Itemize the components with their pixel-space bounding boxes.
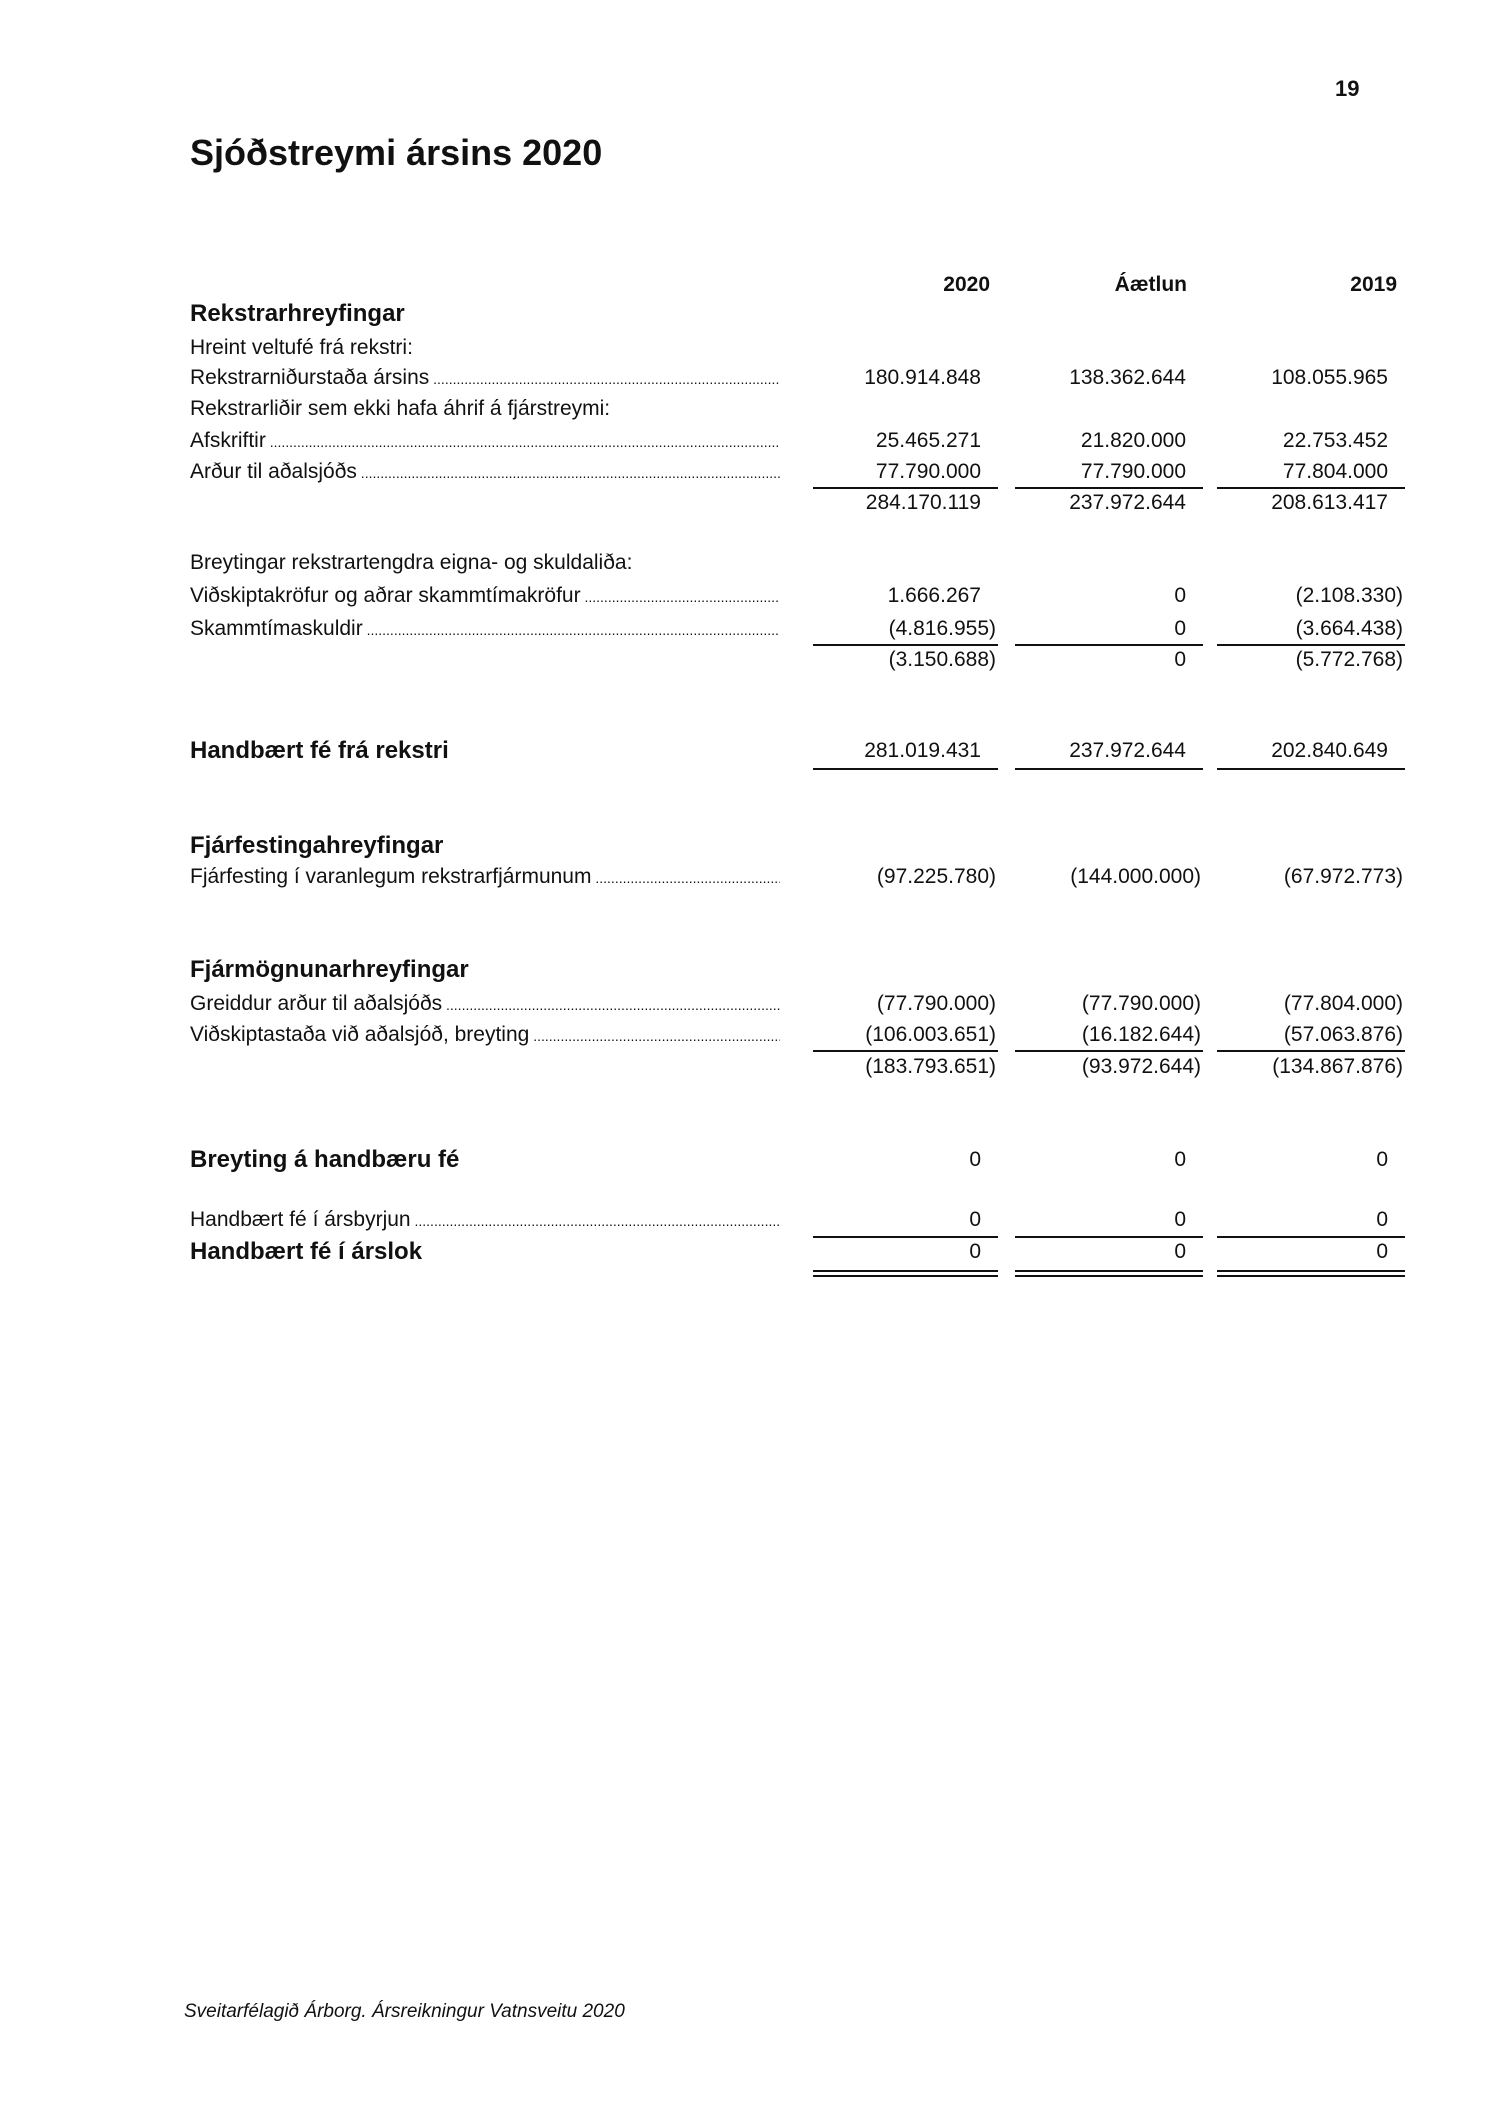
row-label: Breytingar rekstrartengdra eigna- og skuldaliða: [190,551,633,574]
underline-rule [813,1050,998,1052]
cell-value: 21.820.000 [1080,429,1186,452]
underline-rule [1015,1236,1203,1238]
cell-value: 0 [1376,1208,1388,1231]
cell-value: (16.182.644) [1081,1023,1201,1046]
underline-rule [1217,644,1405,646]
cell-value: 281.019.431 [864,739,981,762]
cell-value: (77.790.000) [876,992,996,1015]
row-label: Rekstrarniðurstaða ársins ..... [190,365,780,392]
section-heading: Rekstrarhreyfingar [190,300,405,327]
cell-value: 1.666.267 [887,584,981,607]
cell-value: (2.108.330) [1295,584,1403,607]
cell-value: (5.772.768) [1295,648,1403,671]
underline-rule [1217,1236,1405,1238]
underline-rule [1015,1270,1203,1272]
cell-value: 237.972.644 [1069,491,1186,514]
row-label: Rekstrarliðir sem ekki hafa áhrif á fjárstreymi: [190,397,611,420]
underline-rule [1015,1275,1203,1277]
cell-value: (93.972.644) [1081,1055,1201,1078]
row-label: Handbært fé í ársbyrjun ..... [190,1207,780,1234]
cell-value: 77.790.000 [875,460,981,483]
section-heading: Fjárfestingahreyfingar [190,832,444,859]
row-label: Afskriftir ..... [190,428,780,455]
underline-rule [1015,1050,1203,1052]
cell-value: 77.804.000 [1282,460,1388,483]
cell-value: (144.000.000) [1070,865,1201,888]
cell-value: (77.790.000) [1081,992,1201,1015]
cell-value: 108.055.965 [1271,366,1388,389]
cell-value: 202.840.649 [1271,739,1388,762]
cell-value: 0 [1174,584,1186,607]
cell-value: 180.914.848 [864,366,981,389]
underline-rule [813,644,998,646]
cell-value: 237.972.644 [1069,739,1186,762]
cell-value: 25.465.271 [875,429,981,452]
footer-text: Sveitarfélagið Árborg. Ársreikningur Vatnsveitu 2020 [184,2001,625,2022]
section-heading: Handbært fé í árslok [190,1238,423,1265]
row-label: Viðskiptakröfur og aðrar skammtímakröfur ..... [190,583,780,610]
cell-value: 0 [1174,1208,1186,1231]
cell-value: 0 [1174,1148,1186,1171]
cell-value: 0 [1376,1148,1388,1171]
cell-value: 0 [969,1240,981,1263]
cell-value: 0 [969,1208,981,1231]
cell-value: (77.804.000) [1283,992,1403,1015]
underline-rule [1217,1050,1405,1052]
cell-value: 0 [1376,1240,1388,1263]
cell-value: (106.003.651) [865,1023,996,1046]
cell-value: 0 [969,1148,981,1171]
row-label: Arður til aðalsjóðs ..... [190,459,780,486]
column-header: 2019 [1350,273,1397,296]
cell-value: 208.613.417 [1271,491,1388,514]
underline-rule [1217,487,1405,489]
section-heading: Fjármögnunarhreyfingar [190,956,469,983]
underline-rule [1015,487,1203,489]
column-header: Áætlun [1114,273,1187,296]
cell-value: (134.867.876) [1272,1055,1403,1078]
underline-rule [1015,768,1203,770]
cell-value: (3.150.688) [888,648,996,671]
underline-rule [1217,1270,1405,1272]
section-heading: Breyting á handbæru fé [190,1146,460,1173]
row-label: Fjárfesting í varanlegum rekstrarfjármunum ..... [190,864,780,891]
section-heading: Handbært fé frá rekstri [190,737,449,764]
page-title: Sjóðstreymi ársins 2020 [190,132,603,173]
cell-value: 22.753.452 [1282,429,1388,452]
cell-value: 77.790.000 [1080,460,1186,483]
row-label: Viðskiptastaða við aðalsjóð, breyting ..... [190,1022,780,1049]
cell-value: (97.225.780) [876,865,996,888]
underline-rule [813,1236,998,1238]
row-label: Greiddur arður til aðalsjóðs ..... [190,991,780,1018]
row-label: Hreint veltufé frá rekstri: [190,336,413,359]
underline-rule [813,768,998,770]
page-number: 19 [1335,76,1360,101]
cell-value: (183.793.651) [865,1055,996,1078]
cell-value: 0 [1174,617,1186,640]
underline-rule [813,1275,998,1277]
underline-rule [813,1270,998,1272]
underline-rule [1015,644,1203,646]
cell-value: (4.816.955) [888,617,996,640]
cell-value: 0 [1174,1240,1186,1263]
cell-value: (3.664.438) [1295,617,1403,640]
column-header: 2020 [943,273,990,296]
cell-value: (67.972.773) [1283,865,1403,888]
row-label: Skammtímaskuldir ..... [190,616,780,643]
cell-value: 284.170.119 [865,491,981,514]
underline-rule [1217,1275,1405,1277]
cell-value: 0 [1174,648,1186,671]
underline-rule [813,487,998,489]
cell-value: (57.063.876) [1283,1023,1403,1046]
underline-rule [1217,768,1405,770]
cell-value: 138.362.644 [1069,366,1186,389]
